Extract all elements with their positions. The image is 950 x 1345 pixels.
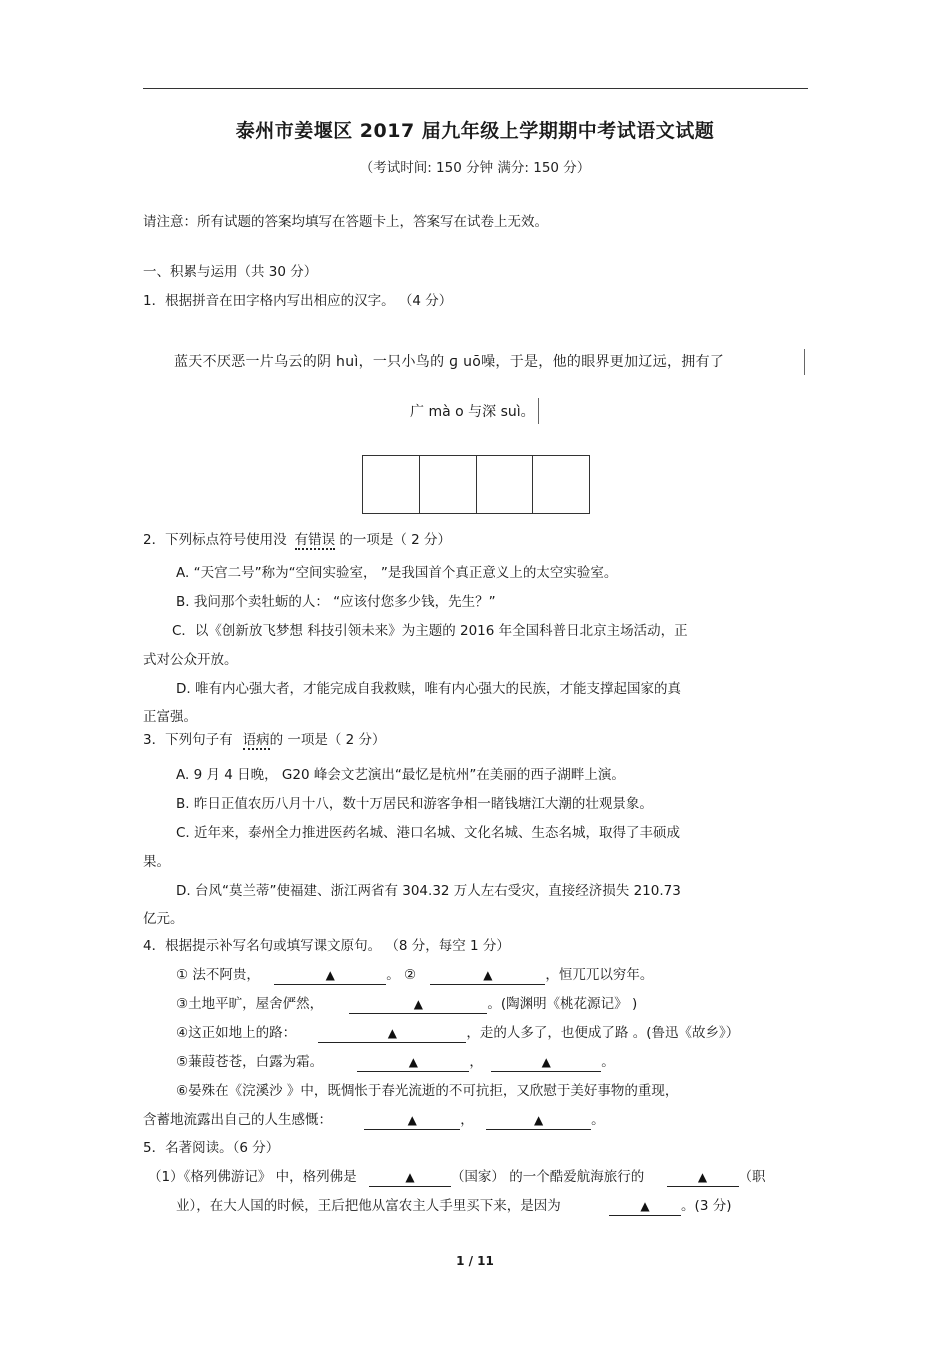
q3-option-d-cont: 亿元。 [143,911,184,927]
q2-option-a: A. “天宫二号”称为“空间实验室， ”是我国首个真正意义上的太空实验室。 [176,565,618,581]
answer-blank[interactable] [491,1053,601,1072]
header-rule [143,88,808,89]
q4-text: 。 ② [386,967,417,983]
grid-cell[interactable] [363,456,420,513]
triangle-marker-icon: ▲ [325,968,335,982]
q3-option-c-cont: 果。 [143,854,170,870]
grid-cell[interactable] [477,456,534,513]
triangle-marker-icon: ▲ [697,1170,708,1184]
q4-text: ，恒兀兀以穷年。 [545,967,654,983]
triangle-marker-icon: ▲ [413,997,424,1011]
q2-option-b: B. 我问那个卖牡蛎的人： “应该付您多少钱，先生？” [176,594,496,610]
section-heading: 一、积累与运用（共 30 分） [143,264,318,280]
q2-option-c: C．以《创新放飞梦想 科技引领未来》为主题的 2016 年全国科普日北京主场活动，正 [172,623,688,639]
page-number: 1 / 11 [456,1254,494,1268]
answer-blank[interactable] [357,1053,469,1072]
exam-subtitle: （考试时间: 150 分钟 满分: 150 分） [359,160,591,176]
q4-line4 [176,1052,615,1072]
q5-text: （国家） 的一个酷爱航海旅行的 [450,1169,645,1185]
q3-option-b: B. 昨日正值农历八月十八，数十万居民和游客争相一睹钱塘江大潮的壮观景象。 [176,796,653,812]
triangle-marker-icon: ▲ [640,1199,650,1213]
q2-stem [143,530,451,550]
q4-line1 [176,965,653,985]
answer-blank[interactable] [349,995,487,1014]
q2-option-c-cont: 式对公众开放。 [143,652,238,668]
q5-text: 业），在大人国的时候，王后把他从富农主人手里买下来，是因为 [176,1198,561,1214]
q4-line3 [176,1023,739,1043]
answer-blank[interactable] [486,1111,591,1130]
q4-line5: ⑥晏殊在《浣溪沙 》中，既惆怅于春光流逝的不可抗拒，又欣慰于美好事物的重现， [176,1083,679,1099]
q1-passage-line1: 蓝天不厌恶一片乌云的阴 huì，一只小鸟的 ɡ uō噪，于是，他的眼界更加辽远，拥有了 [174,354,725,370]
triangle-marker-icon: ▲ [541,1055,551,1069]
q5-text: （1）《格列佛游记》 中，格列佛是 [148,1169,357,1185]
grid-cell[interactable] [533,456,589,513]
q3-stem-part: 3．下列句子有 [143,732,233,748]
triangle-marker-icon: ▲ [408,1055,419,1069]
q3-option-c: C. 近年来，泰州全力推进医药名城、港口名城、文化名城、生态名城，取得了丰硕成 [176,825,681,841]
exam-title: 泰州市姜堰区 2017 届九年级上学期期中考试语文试题 [235,120,715,142]
q4-text: ， [469,1054,483,1070]
q2-stem-part: 的一项是（ 2 分） [335,532,452,548]
q3-stem [143,730,386,750]
triangle-marker-icon: ▲ [483,968,493,982]
q4-text: 。 [591,1112,605,1128]
answer-blank[interactable] [430,966,545,985]
answer-blank[interactable] [609,1197,681,1216]
q4-text: ③土地平旷，屋舍俨然， [176,996,324,1012]
answer-blank[interactable] [274,966,386,985]
text-cursor-bar [804,349,805,375]
q1-passage-line2: 广 mà o 与深 suì。 [410,404,535,420]
q5-stem: 5．名著阅读。（6 分） [143,1140,280,1156]
q5-part1-line1 [148,1167,766,1187]
answer-blank[interactable] [667,1168,739,1187]
triangle-marker-icon: ▲ [405,1170,415,1184]
q5-text: 。(3 分) [681,1198,732,1214]
q4-text: ④这正如地上的路： [176,1025,297,1041]
triangle-marker-icon: ▲ [387,1026,398,1040]
q2-option-d-cont: 正富强。 [143,709,197,725]
q4-text: 。 [601,1054,615,1070]
q3-option-d: D. 台风“莫兰蒂”使福建、浙江两省有 304.32 万人左右受灾，直接经济损失 210.73 [176,883,681,899]
q2-option-d: D. 唯有内心强大者，才能完成自我救赎，唯有内心强大的民族，才能支撑起国家的真 [176,681,681,697]
q4-text: ① 法不阿贵， [176,967,260,983]
tianzige-grid[interactable] [362,455,590,514]
q4-line2 [176,994,637,1014]
q4-text: ，走的人多了，也便成了路 。(鲁迅《故乡》） [466,1025,740,1041]
q2-stem-part: 2．下列标点符号使用没 [143,532,287,548]
q3-option-a: A. 9 月 4 日晚， G20 峰会文艺演出“最忆是杭州”在美丽的西子湖畔上演。 [176,767,625,783]
answer-blank[interactable] [318,1024,466,1043]
q5-part1-line2 [176,1196,731,1216]
q3-emphasis: 语病 [242,732,270,748]
triangle-marker-icon: ▲ [407,1113,417,1127]
notice: 请注意：所有试题的答案均填写在答题卡上，答案写在试卷上无效。 [143,214,548,230]
answer-blank[interactable] [364,1111,460,1130]
q2-emphasis: 有错误 [294,532,336,548]
q4-text: 。(陶渊明《桃花源记》 ) [487,996,638,1012]
triangle-marker-icon: ▲ [533,1113,544,1127]
q4-text: 含蓄地流露出自己的人生感慨： [143,1112,332,1128]
q3-stem-part: 的 一项是（ 2 分） [269,732,386,748]
grid-cell[interactable] [420,456,477,513]
q4-text: ， [460,1112,474,1128]
q4-stem: 4．根据提示补写名句或填写课文原句。 （8 分，每空 1 分） [143,938,510,954]
q4-line6 [143,1110,605,1130]
text-cursor-bar [538,398,539,424]
q5-text: （职 [738,1169,766,1185]
q4-text: ⑤蒹葭苍苍，白露为霜。 [176,1054,324,1070]
q1-stem: 1．根据拼音在田字格内写出相应的汉字。 （4 分） [143,293,453,309]
answer-blank[interactable] [369,1168,451,1187]
